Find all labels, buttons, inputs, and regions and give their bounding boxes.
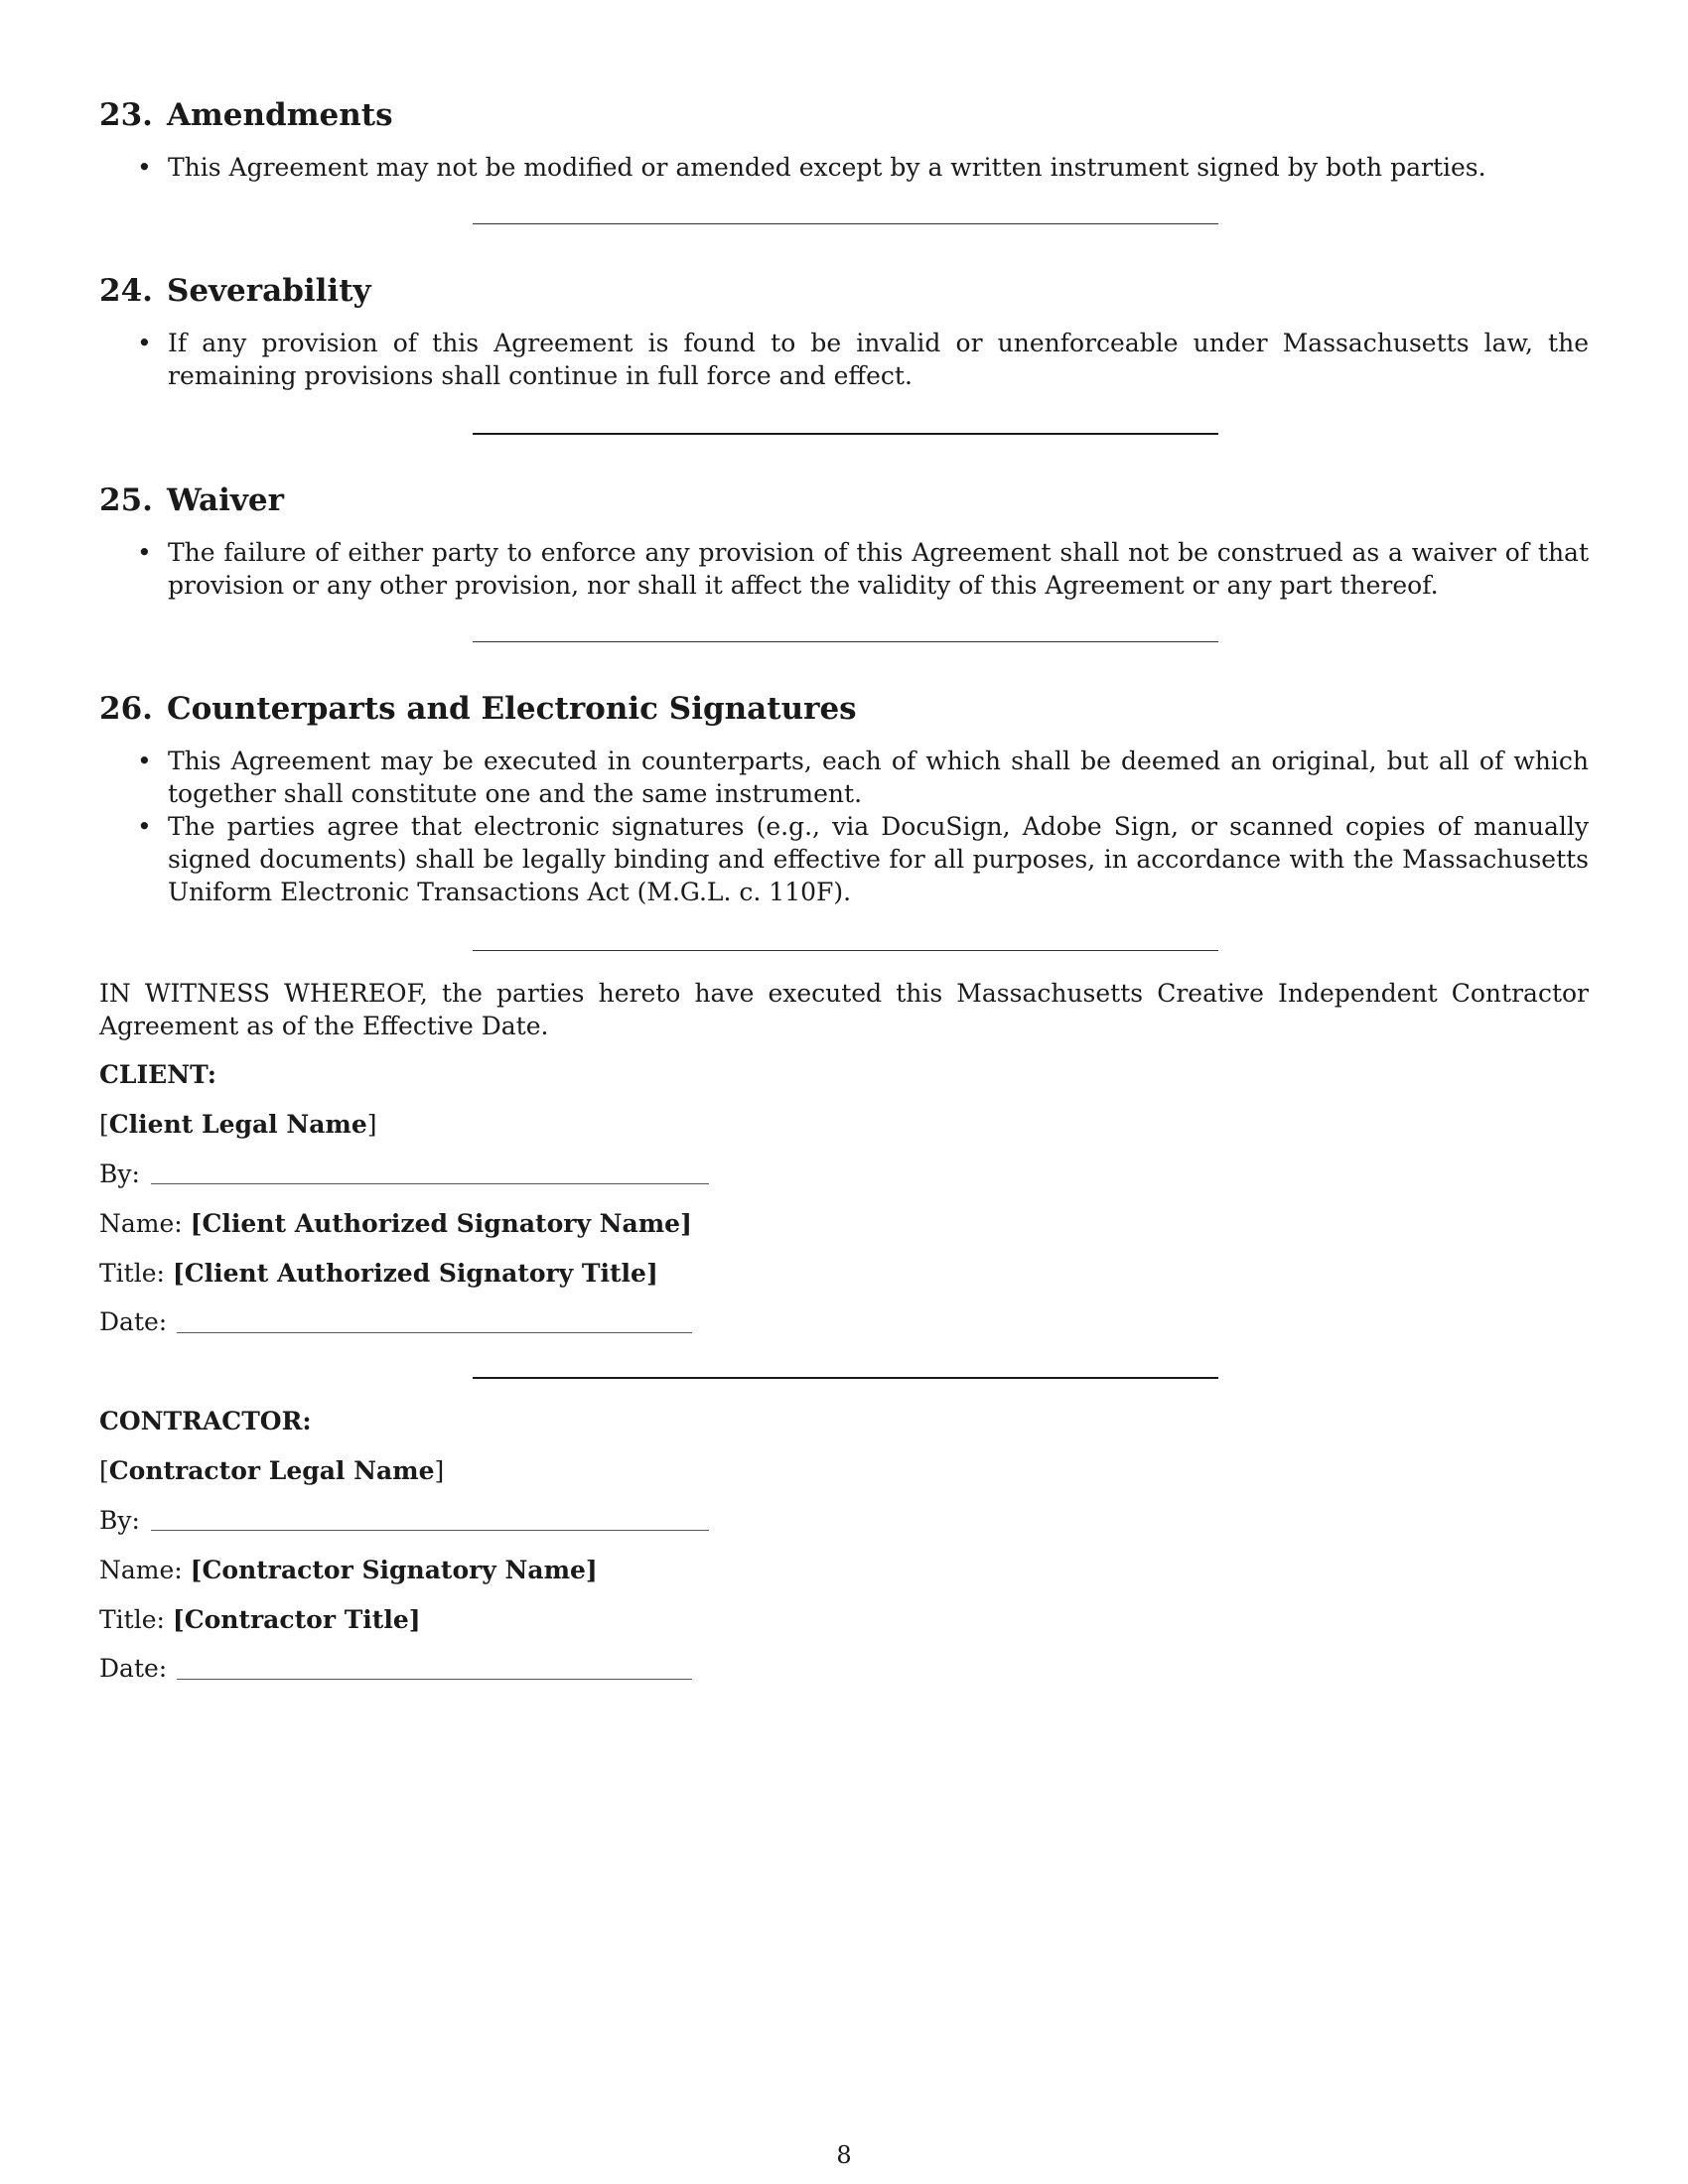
section-divider xyxy=(473,433,1218,435)
section-title: Waiver xyxy=(166,482,284,518)
section-title: Counterparts and Electronic Signatures xyxy=(166,691,857,727)
client-title-value: [Client Authorized Signatory Title] xyxy=(172,1259,658,1288)
client-date-label: Date: xyxy=(99,1307,168,1336)
client-by-label: By: xyxy=(99,1160,140,1188)
bullet-icon: • xyxy=(137,538,152,567)
section-title: Severability xyxy=(166,273,371,309)
contractor-by-label: By: xyxy=(99,1506,140,1535)
client-name-value: [Client Authorized Signatory Name] xyxy=(190,1209,692,1238)
bullet-icon: • xyxy=(137,329,152,357)
bullet-icon: • xyxy=(137,153,152,182)
list-item-text: This Agreement may be executed in counterparts, each of which shall be deemed an original, but all of which together shall constitute one and the same instrument. xyxy=(168,747,1589,808)
section-heading-24 xyxy=(99,271,371,311)
contractor-date-label: Date: xyxy=(99,1654,168,1683)
page-number: 8 xyxy=(836,2141,852,2169)
contractor-heading: CONTRACTOR: xyxy=(99,1407,312,1435)
section-number: 24. xyxy=(99,273,153,309)
contractor-name-row xyxy=(99,1554,598,1586)
section-title: Amendments xyxy=(166,97,393,133)
section-divider xyxy=(473,223,1218,224)
client-title-row xyxy=(99,1257,658,1290)
list-item-text: If any provision of this Agreement is found to be invalid or unenforceable under Massachusetts law, the remaining provisions shall continue in full force and effect. xyxy=(168,329,1589,390)
list-item-text: The parties agree that electronic signatures (e.g., via DocuSign, Adobe Sign, or scanned copies of manually signed documents) shall be legally binding and effective for all purposes, in accordance with the Massachusetts Uniform Electronic Transactions Act (M.G.L. c. 110F). xyxy=(168,812,1589,906)
bullet-icon: • xyxy=(137,812,152,841)
contractor-title-row xyxy=(99,1603,421,1636)
contractor-name-value: [Contractor Signatory Name] xyxy=(190,1556,598,1584)
contractor-legal-name-text: Contractor Legal Name xyxy=(108,1456,435,1485)
list-item-text: This Agreement may not be modified or amended except by a written instrument signed by both parties. xyxy=(168,153,1486,182)
section-heading-23 xyxy=(99,95,393,135)
client-title-label: Title: xyxy=(99,1259,165,1288)
client-name-row xyxy=(99,1207,692,1240)
contractor-legal-name: [Contractor Legal Name] xyxy=(99,1456,445,1485)
section-heading-25 xyxy=(99,480,284,520)
client-name-label: Name: xyxy=(99,1209,183,1238)
section-divider xyxy=(473,641,1218,642)
client-signature-line[interactable] xyxy=(151,1183,709,1184)
contractor-title-label: Title: xyxy=(99,1605,165,1634)
section-divider xyxy=(473,950,1218,951)
contractor-title-value: [Contractor Title] xyxy=(172,1605,421,1634)
client-legal-name: [Client Legal Name] xyxy=(99,1110,377,1139)
signature-divider xyxy=(473,1377,1218,1379)
section-number: 26. xyxy=(99,691,153,727)
bullet-icon: • xyxy=(137,747,152,775)
section-heading-26 xyxy=(99,689,857,729)
contractor-date-line[interactable] xyxy=(177,1679,692,1680)
client-date-line[interactable] xyxy=(177,1332,692,1333)
client-heading: CLIENT: xyxy=(99,1060,217,1089)
witness-paragraph: IN WITNESS WHEREOF, the parties hereto have executed this Massachusetts Creative Independent Contractor Agreement as of the Effective Date. xyxy=(99,979,1589,1040)
contractor-name-label: Name: xyxy=(99,1556,183,1584)
section-number: 25. xyxy=(99,482,153,518)
section-number: 23. xyxy=(99,97,153,133)
document-page xyxy=(99,0,1589,2184)
contractor-signature-line[interactable] xyxy=(151,1530,709,1531)
client-legal-name-text: Client Legal Name xyxy=(108,1110,367,1139)
list-item-text: The failure of either party to enforce any provision of this Agreement shall not be construed as a waiver of that provision or any other provision, nor shall it affect the validity of this Agreement or any part thereof. xyxy=(168,538,1589,600)
